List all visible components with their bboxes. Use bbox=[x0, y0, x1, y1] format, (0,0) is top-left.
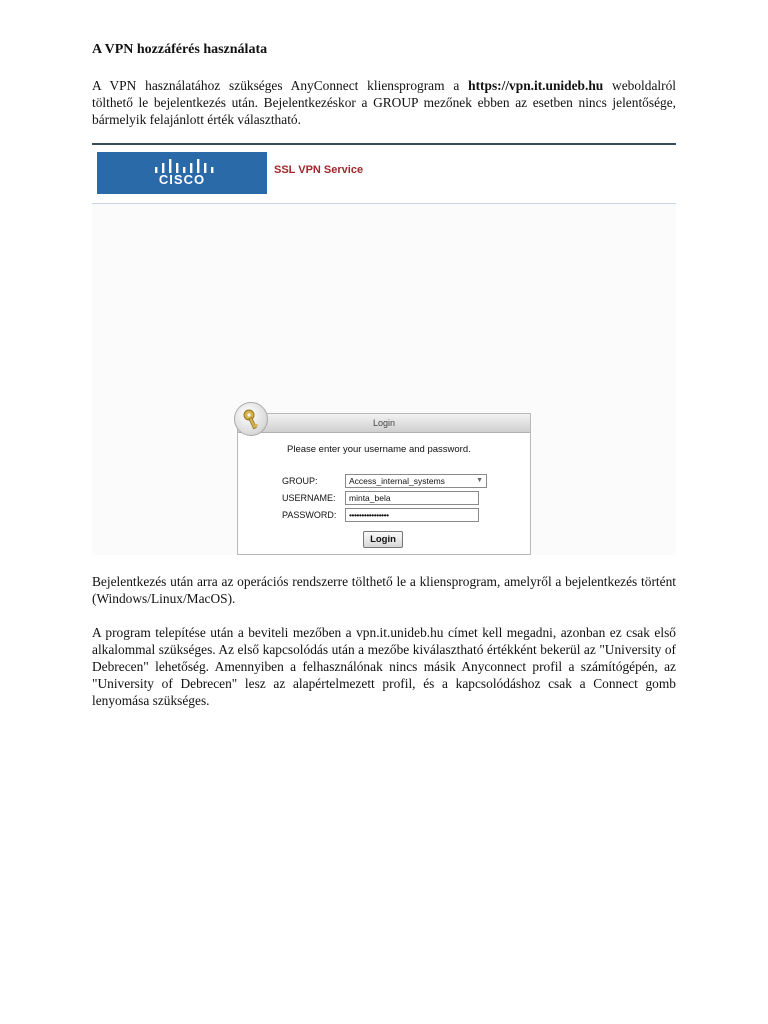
document-title: A VPN hozzáférés használata bbox=[92, 42, 268, 57]
group-value: Access_internal_systems bbox=[349, 476, 445, 486]
key-icon bbox=[234, 402, 268, 436]
login-button[interactable]: Login bbox=[363, 531, 403, 548]
download-paragraph: Bejelentkezés után arra az operációs rendszerre tölthető le a kliensprogram, amelyről a bejelentkezés történt (Windows/Linux/MacOS). bbox=[92, 574, 676, 606]
login-header: Login bbox=[238, 414, 530, 433]
vpn-login-screenshot bbox=[92, 143, 676, 555]
intro-text-start: A VPN használatához szükséges AnyConnect kliensprogram a bbox=[92, 78, 469, 93]
login-dialog bbox=[237, 413, 531, 555]
group-label: GROUP: bbox=[282, 476, 318, 486]
login-prompt: Please enter your username and password. bbox=[287, 444, 471, 455]
username-input[interactable]: minta_bela bbox=[345, 491, 479, 505]
vpn-url: https://vpn.it.unideb.hu bbox=[468, 78, 604, 93]
login-page-body bbox=[92, 204, 676, 555]
group-select[interactable] bbox=[345, 474, 487, 488]
password-input[interactable]: •••••••••••••••• bbox=[345, 508, 479, 522]
ssl-vpn-service-title: SSL VPN Service bbox=[274, 164, 364, 176]
chevron-down-icon: ▼ bbox=[476, 477, 483, 484]
cisco-wordmark: CISCO bbox=[158, 172, 206, 187]
password-label: PASSWORD: bbox=[282, 510, 337, 520]
intro-paragraph bbox=[92, 77, 676, 128]
cisco-header bbox=[92, 145, 676, 204]
intro-text-end: weboldalról tölthető le bejelentkezés után. Bejelentkezéskor a GROUP mezőnek ebben az esetben nincs jelentősége, bármelyik felajánlott érték választható. bbox=[92, 78, 676, 127]
install-paragraph: A program telepítése után a beviteli mezőben a vpn.it.unideb.hu címet kell megadni, azonban ez csak első alkalommal szükséges. Az első kapcsolódás után a mezőbe kiválasztható értékként bekerül az "University of Debrecen" lehetőség. Amennyiben a felhasználónak nincs másik Anyconnect profil a számítógépén, az "University of Debrecen" lesz az alapértelmezett profil, és a kapcsolódáshoz csak a Connect gomb lenyomása szükséges. bbox=[92, 625, 676, 708]
username-label: USERNAME: bbox=[282, 493, 336, 503]
cisco-logo bbox=[97, 152, 267, 194]
